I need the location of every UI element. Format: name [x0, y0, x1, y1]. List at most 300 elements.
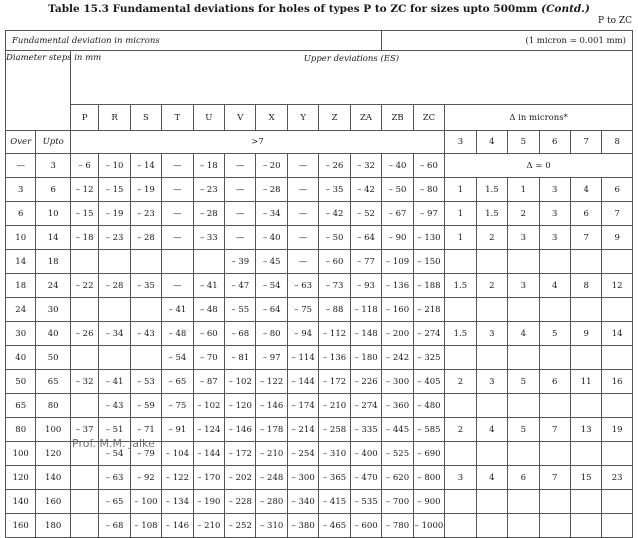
letter-header-za: ZA: [350, 105, 382, 131]
deviation-cell-za: – 64: [350, 226, 382, 250]
delta-cell-5: [508, 490, 539, 514]
upto-cell: 100: [36, 418, 70, 442]
deviation-cell-t: – 146: [162, 514, 193, 538]
delta-cell-5: 4: [508, 322, 539, 346]
deviation-cell-p: – 6: [70, 154, 98, 178]
delta-cell-6: [539, 250, 570, 274]
deviation-cell-z: – 310: [319, 442, 350, 466]
deviation-cell-zb: – 620: [382, 466, 413, 490]
deviation-cell-s: – 43: [130, 322, 161, 346]
deviation-cell-y: – 94: [287, 322, 318, 346]
deviation-cell-x: – 210: [256, 442, 287, 466]
deviation-cell-t: – 91: [162, 418, 193, 442]
over-cell: 18: [6, 274, 36, 298]
watermark: Prof. M.M. Jalke: [72, 437, 155, 450]
deviation-cell-r: – 28: [99, 274, 130, 298]
deviation-cell-v: – 172: [225, 442, 256, 466]
deviation-cell-r: [99, 346, 130, 370]
deviation-cell-za: – 400: [350, 442, 382, 466]
deviation-cell-y: – 63: [287, 274, 318, 298]
deviation-cell-za: – 93: [350, 274, 382, 298]
delta-cell-6: [539, 442, 570, 466]
deviation-cell-r: – 54: [99, 442, 130, 466]
gt7-header: >7: [70, 131, 444, 154]
deviation-cell-s: [130, 346, 161, 370]
delta-cell-3: 2: [445, 418, 476, 442]
deviation-cell-u: – 60: [193, 322, 224, 346]
deviation-cell-zc: – 690: [413, 442, 444, 466]
deviation-cell-zb: – 136: [382, 274, 413, 298]
deviation-cell-s: [130, 298, 161, 322]
deviation-cell-za: – 42: [350, 178, 382, 202]
delta-cell-7: [570, 394, 601, 418]
delta-cell-7: 7: [570, 226, 601, 250]
delta-grade-header-3: 3: [445, 131, 476, 154]
deviation-cell-s: – 19: [130, 178, 161, 202]
deviation-cell-zb: – 700: [382, 490, 413, 514]
deviation-cell-p: [70, 514, 98, 538]
delta-cell-7: [570, 346, 601, 370]
deviation-cell-zc: – 800: [413, 466, 444, 490]
subtitle-right: P to ZC: [598, 16, 632, 26]
deviation-cell-zc: – 480: [413, 394, 444, 418]
delta-cell-5: 3: [508, 226, 539, 250]
delta-cell-5: 5: [508, 370, 539, 394]
deviation-cell-p: – 18: [70, 226, 98, 250]
deviation-cell-p: – 37: [70, 418, 98, 442]
deviation-cell-p: [70, 466, 98, 490]
deviation-cell-z: – 465: [319, 514, 350, 538]
deviation-cell-t: – 122: [162, 466, 193, 490]
delta-cell-5: [508, 298, 539, 322]
diameter-steps-header: Diameter steps in mm: [6, 51, 71, 131]
deviation-cell-za: – 52: [350, 202, 382, 226]
deviation-cell-t: – 134: [162, 490, 193, 514]
deviation-cell-z: – 172: [319, 370, 350, 394]
deviation-cell-za: – 470: [350, 466, 382, 490]
deviation-cell-z: – 210: [319, 394, 350, 418]
delta-cell-4: 4: [476, 418, 507, 442]
deviation-cell-u: – 144: [193, 442, 224, 466]
deviation-cell-za: – 535: [350, 490, 382, 514]
deviation-cell-u: – 18: [193, 154, 224, 178]
deviation-cell-u: – 190: [193, 490, 224, 514]
deviation-cell-za: – 335: [350, 418, 382, 442]
letter-header-z: Z: [319, 105, 350, 131]
upto-cell: 6: [36, 178, 70, 202]
deviation-cell-zc: – 1000: [413, 514, 444, 538]
deviation-cell-zb: – 90: [382, 226, 413, 250]
delta-cell-5: [508, 250, 539, 274]
deviation-cell-t: —: [162, 202, 193, 226]
delta-cell-3: 1: [445, 202, 476, 226]
delta-cell-8: [602, 490, 633, 514]
deviation-cell-r: – 43: [99, 394, 130, 418]
deviation-cell-x: – 64: [256, 298, 287, 322]
delta-cell-3: [445, 346, 476, 370]
deviation-cell-t: – 65: [162, 370, 193, 394]
deviation-cell-z: – 88: [319, 298, 350, 322]
delta-cell-4: 1.5: [476, 202, 507, 226]
over-cell: 100: [6, 442, 36, 466]
deviation-cell-za: – 600: [350, 514, 382, 538]
letter-header-u: U: [193, 105, 224, 131]
deviation-cell-t: – 75: [162, 394, 193, 418]
over-cell: 160: [6, 514, 36, 538]
letter-header-p: P: [70, 105, 98, 131]
delta-cell-7: 11: [570, 370, 601, 394]
deviation-cell-s: – 23: [130, 202, 161, 226]
deviation-cell-v: – 102: [225, 370, 256, 394]
upto-cell: 160: [36, 490, 70, 514]
delta-cell-3: 2: [445, 370, 476, 394]
deviation-cell-r: – 65: [99, 490, 130, 514]
deviation-cell-zc: – 80: [413, 178, 444, 202]
table-row: [6, 202, 633, 226]
deviation-cell-z: – 258: [319, 418, 350, 442]
deviation-cell-zc: – 900: [413, 490, 444, 514]
delta-cell-5: [508, 346, 539, 370]
deviation-cell-y: – 144: [287, 370, 318, 394]
deviation-cell-s: [130, 250, 161, 274]
deviation-cell-zc: – 585: [413, 418, 444, 442]
letter-header-x: X: [256, 105, 287, 131]
deviation-cell-v: – 55: [225, 298, 256, 322]
delta-cell-3: 1.5: [445, 322, 476, 346]
deviation-cell-p: [70, 298, 98, 322]
deviation-cell-s: – 92: [130, 466, 161, 490]
delta-cell-7: 4: [570, 178, 601, 202]
table-row: [6, 226, 633, 250]
delta-cell-6: [539, 394, 570, 418]
deviation-cell-z: – 73: [319, 274, 350, 298]
delta-cell-4: 1.5: [476, 178, 507, 202]
deviation-cell-v: – 228: [225, 490, 256, 514]
deviation-cell-v: – 202: [225, 466, 256, 490]
deviation-cell-y: – 254: [287, 442, 318, 466]
deviation-cell-u: – 87: [193, 370, 224, 394]
delta-cell-3: [445, 394, 476, 418]
table-row: [6, 346, 633, 370]
upto-cell: 10: [36, 202, 70, 226]
delta-cell-3: [445, 250, 476, 274]
deviation-cell-y: – 300: [287, 466, 318, 490]
delta-cell-8: 6: [602, 178, 633, 202]
deviation-cell-za: – 32: [350, 154, 382, 178]
deviation-cell-y: – 214: [287, 418, 318, 442]
over-cell: 65: [6, 394, 36, 418]
delta-cell-8: 19: [602, 418, 633, 442]
deviation-cell-p: – 26: [70, 322, 98, 346]
delta-cell-8: [602, 346, 633, 370]
deviation-cell-z: – 26: [319, 154, 350, 178]
deviation-cell-r: – 68: [99, 514, 130, 538]
upto-cell: 180: [36, 514, 70, 538]
table-row: [6, 178, 633, 202]
delta-cell-6: 6: [539, 370, 570, 394]
delta-cell-4: 3: [476, 370, 507, 394]
over-cell: 30: [6, 322, 36, 346]
deviation-cell-z: – 35: [319, 178, 350, 202]
table-row: [6, 394, 633, 418]
delta-cell-7: 9: [570, 322, 601, 346]
delta-cell-6: [539, 514, 570, 538]
deviation-cell-za: – 180: [350, 346, 382, 370]
over-cell: 10: [6, 226, 36, 250]
deviation-cell-r: – 41: [99, 370, 130, 394]
delta-cell-5: 6: [508, 466, 539, 490]
deviation-cell-x: – 54: [256, 274, 287, 298]
deviation-cell-zb: – 50: [382, 178, 413, 202]
delta-cell-7: [570, 490, 601, 514]
deviation-cell-zc: – 274: [413, 322, 444, 346]
delta-cell-7: 8: [570, 274, 601, 298]
deviation-cell-v: – 120: [225, 394, 256, 418]
delta-cell-6: [539, 346, 570, 370]
letter-header-y: Y: [287, 105, 318, 131]
over-cell: 50: [6, 370, 36, 394]
deviation-cell-x: – 178: [256, 418, 287, 442]
deviation-cell-p: – 32: [70, 370, 98, 394]
delta-cell-4: 2: [476, 226, 507, 250]
deviation-cell-zc: – 97: [413, 202, 444, 226]
delta-cell-5: [508, 442, 539, 466]
delta-cell-3: 1: [445, 178, 476, 202]
deviation-cell-y: —: [287, 226, 318, 250]
upper-deviations-header: Upper deviations (ES): [70, 51, 632, 105]
deviation-cell-y: – 75: [287, 298, 318, 322]
deviation-cell-t: – 48: [162, 322, 193, 346]
upto-header: Upto: [36, 131, 70, 154]
deviation-cell-t: —: [162, 178, 193, 202]
over-cell: 140: [6, 490, 36, 514]
deviation-cell-zb: – 242: [382, 346, 413, 370]
deviation-cell-p: – 22: [70, 274, 98, 298]
delta-cell-7: [570, 514, 601, 538]
delta-cell-4: [476, 250, 507, 274]
deviation-cell-u: – 33: [193, 226, 224, 250]
letter-header-r: R: [99, 105, 130, 131]
delta-cell-3: 3: [445, 466, 476, 490]
deviation-cell-v: – 39: [225, 250, 256, 274]
delta-grade-header-4: 4: [476, 131, 507, 154]
table-row: [6, 370, 633, 394]
upto-cell: 120: [36, 442, 70, 466]
deviation-cell-x: – 280: [256, 490, 287, 514]
deviation-cell-zb: – 67: [382, 202, 413, 226]
delta-cell-5: 2: [508, 202, 539, 226]
delta-cell-4: [476, 514, 507, 538]
deviation-cell-zc: – 218: [413, 298, 444, 322]
deviation-cell-s: – 35: [130, 274, 161, 298]
upto-cell: 24: [36, 274, 70, 298]
delta-cell-7: [570, 442, 601, 466]
deviation-cell-y: —: [287, 202, 318, 226]
deviation-cell-p: [70, 394, 98, 418]
over-header: Over: [6, 131, 36, 154]
deviation-cell-v: – 81: [225, 346, 256, 370]
deviation-cell-v: —: [225, 178, 256, 202]
upto-cell: 50: [36, 346, 70, 370]
delta-cell-7: 13: [570, 418, 601, 442]
deviation-cell-zb: – 40: [382, 154, 413, 178]
deviation-cell-x: – 310: [256, 514, 287, 538]
deviation-cell-x: – 80: [256, 322, 287, 346]
deviation-cell-z: – 415: [319, 490, 350, 514]
delta-cell-4: [476, 442, 507, 466]
delta-cell-3: 1: [445, 226, 476, 250]
delta-cell-4: [476, 346, 507, 370]
deviation-cell-y: —: [287, 250, 318, 274]
deviation-cell-z: – 42: [319, 202, 350, 226]
letter-header-zb: ZB: [382, 105, 413, 131]
over-cell: 40: [6, 346, 36, 370]
deviation-cell-x: – 122: [256, 370, 287, 394]
deviation-cell-y: —: [287, 154, 318, 178]
delta-cell-7: [570, 298, 601, 322]
deviation-cell-u: – 28: [193, 202, 224, 226]
table-row: [6, 322, 633, 346]
deviation-cell-x: – 40: [256, 226, 287, 250]
deviation-cell-y: – 380: [287, 514, 318, 538]
deviation-cell-x: – 45: [256, 250, 287, 274]
delta-cell-4: 4: [476, 466, 507, 490]
deviation-cell-u: – 41: [193, 274, 224, 298]
delta-grade-header-5: 5: [508, 131, 539, 154]
deviation-cell-t: – 41: [162, 298, 193, 322]
deviation-cell-zc: – 325: [413, 346, 444, 370]
table-title-contd: (Contd.): [541, 3, 590, 15]
delta-cell-3: [445, 514, 476, 538]
deviation-cell-p: [70, 490, 98, 514]
deviation-cell-zc: – 130: [413, 226, 444, 250]
deviation-cell-s: – 59: [130, 394, 161, 418]
delta-cell-5: 1: [508, 178, 539, 202]
deviation-cell-r: [99, 250, 130, 274]
table-row: [6, 250, 633, 274]
over-cell: 80: [6, 418, 36, 442]
delta-cell-6: 3: [539, 178, 570, 202]
deviation-cell-s: – 53: [130, 370, 161, 394]
table-row: [6, 466, 633, 490]
delta-cell-8: [602, 298, 633, 322]
deviation-cell-zc: – 60: [413, 154, 444, 178]
deviation-cell-s: – 28: [130, 226, 161, 250]
deviation-cell-y: – 174: [287, 394, 318, 418]
over-cell: 120: [6, 466, 36, 490]
deviation-cell-v: – 47: [225, 274, 256, 298]
deviation-cell-z: – 136: [319, 346, 350, 370]
delta-cell-3: 1.5: [445, 274, 476, 298]
letter-header-v: V: [225, 105, 256, 131]
deviation-cell-za: – 118: [350, 298, 382, 322]
deviation-cell-zc: – 150: [413, 250, 444, 274]
deviation-cell-u: – 210: [193, 514, 224, 538]
deviation-cell-t: —: [162, 274, 193, 298]
delta-cell-5: [508, 394, 539, 418]
delta-span-cell: Δ = 0: [445, 154, 633, 178]
over-cell: —: [6, 154, 36, 178]
delta-cell-8: 9: [602, 226, 633, 250]
delta-cell-8: 7: [602, 202, 633, 226]
deviation-cell-u: [193, 250, 224, 274]
delta-cell-4: [476, 490, 507, 514]
deviation-cell-r: [99, 298, 130, 322]
deviation-cell-za: – 274: [350, 394, 382, 418]
deviation-cell-za: – 77: [350, 250, 382, 274]
delta-cell-6: 7: [539, 418, 570, 442]
upto-cell: 14: [36, 226, 70, 250]
deviation-cell-z: – 50: [319, 226, 350, 250]
table-title-text: Table 15.3 Fundamental deviations for holes of types P to ZC for sizes upto 500mm: [48, 3, 538, 15]
deviation-cell-u: – 170: [193, 466, 224, 490]
deviation-cell-s: – 14: [130, 154, 161, 178]
deviation-cell-zb: – 445: [382, 418, 413, 442]
deviation-cell-y: – 340: [287, 490, 318, 514]
delta-cell-5: 3: [508, 274, 539, 298]
delta-grade-header-8: 8: [602, 131, 633, 154]
deviation-cell-zc: – 188: [413, 274, 444, 298]
delta-header: Δ in microns*: [445, 105, 633, 131]
upto-cell: 40: [36, 322, 70, 346]
over-cell: 24: [6, 298, 36, 322]
deviation-cell-y: – 114: [287, 346, 318, 370]
delta-cell-6: [539, 490, 570, 514]
deviation-cell-za: – 226: [350, 370, 382, 394]
deviation-cell-u: – 70: [193, 346, 224, 370]
deviation-cell-s: – 79: [130, 442, 161, 466]
deviation-cell-x: – 34: [256, 202, 287, 226]
deviation-cell-r: – 15: [99, 178, 130, 202]
delta-cell-5: [508, 514, 539, 538]
delta-cell-8: 12: [602, 274, 633, 298]
deviation-cell-z: – 60: [319, 250, 350, 274]
deviation-cell-x: – 97: [256, 346, 287, 370]
delta-cell-3: [445, 298, 476, 322]
delta-cell-6: 3: [539, 226, 570, 250]
deviation-cell-zb: – 300: [382, 370, 413, 394]
deviation-cell-s: – 71: [130, 418, 161, 442]
letter-header-t: T: [162, 105, 193, 131]
deviation-cell-p: – 15: [70, 202, 98, 226]
deviation-cell-s: – 100: [130, 490, 161, 514]
deviation-cell-zb: – 525: [382, 442, 413, 466]
delta-grade-header-6: 6: [539, 131, 570, 154]
deviation-cell-z: – 112: [319, 322, 350, 346]
upto-cell: 140: [36, 466, 70, 490]
deviation-cell-za: – 148: [350, 322, 382, 346]
micron-note: (1 micron = 0.001 mm): [382, 31, 633, 51]
delta-cell-4: [476, 394, 507, 418]
delta-cell-8: [602, 514, 633, 538]
deviation-cell-v: – 252: [225, 514, 256, 538]
deviation-cell-v: – 146: [225, 418, 256, 442]
fundamental-deviation-header: Fundamental deviation in microns: [6, 31, 382, 51]
letter-header-zc: ZC: [413, 105, 444, 131]
table-row: [6, 154, 633, 178]
deviation-cell-v: —: [225, 226, 256, 250]
over-cell: 14: [6, 250, 36, 274]
deviation-cell-r: – 10: [99, 154, 130, 178]
table-title: [0, 3, 638, 15]
deviation-cell-v: —: [225, 154, 256, 178]
deviation-cell-r: – 51: [99, 418, 130, 442]
table-row: [6, 274, 633, 298]
delta-grade-header-7: 7: [570, 131, 601, 154]
deviation-cell-p: [70, 346, 98, 370]
table-row: [6, 514, 633, 538]
deviation-cell-zb: – 160: [382, 298, 413, 322]
